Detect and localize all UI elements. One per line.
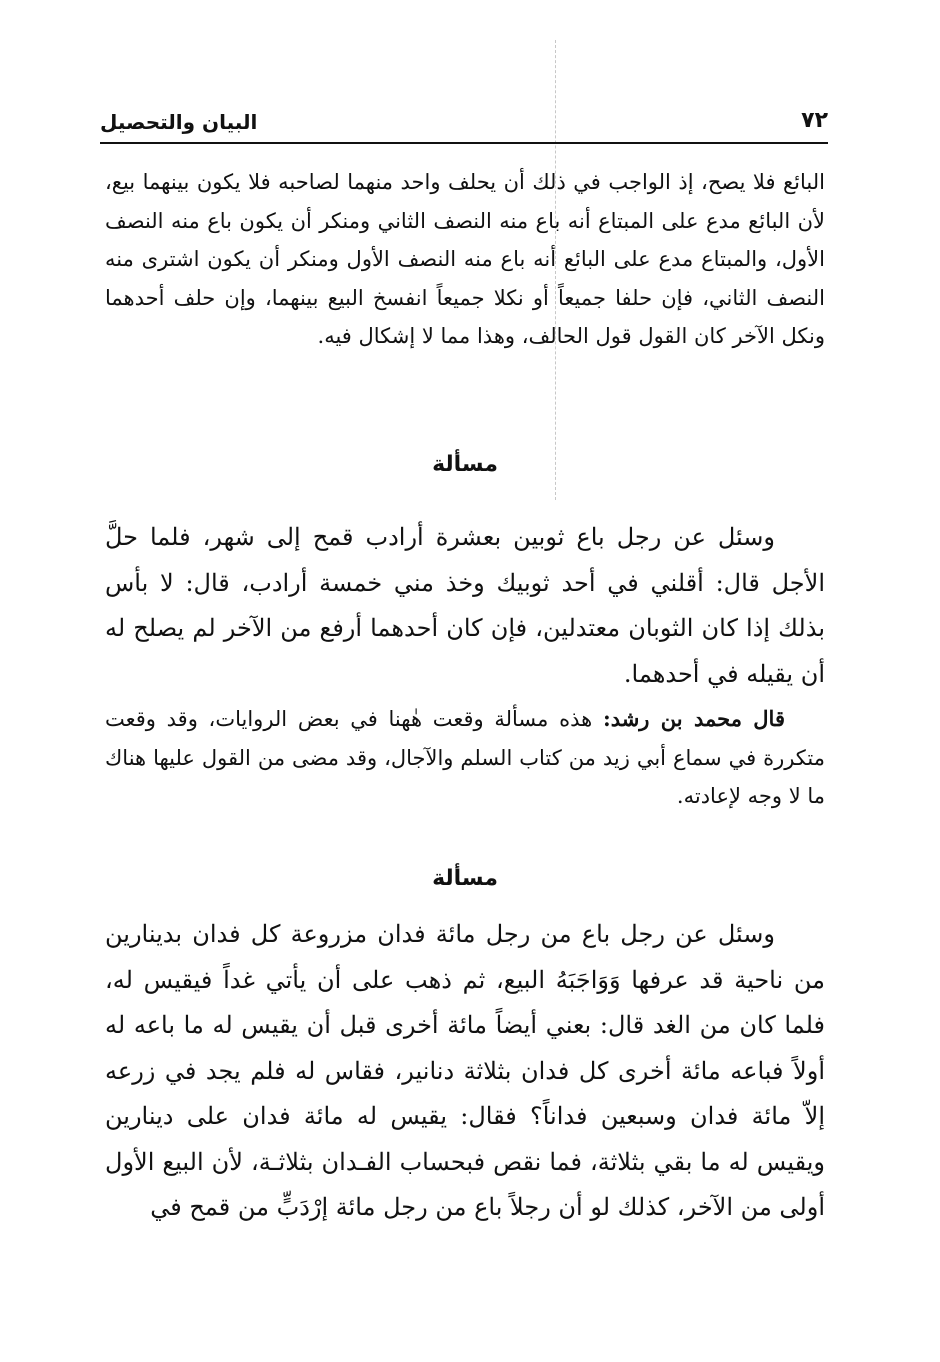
commentary-text: هذه مسألة وقعت هٰهنا في بعض الروايات، وقد وقعت متكررة في سماع أبي زيد من كتاب السلم والآجال، وقد مضى من القول عليها هناك ما لا وجه لإعادته. (105, 707, 825, 808)
book-title: البيان والتحصيل (100, 110, 258, 134)
commentary-paragraph (105, 700, 825, 816)
commentary-label: قال محمد بن رشد: (602, 706, 785, 731)
question-paragraph-1: وسئل عن رجل باع ثوبين بعشرة أرادب قمح إلى شهر، فلما حلَّ الأجل قال: أقلني في أحد ثوبيك وخذ مني خمسة أرادب، قال: لا بأس بذلك إذا كان الثوبان معتدلين، فإن كان أحدهما أرفع من الآخر لم يصلح له أن يقيله في أحدهما. (105, 523, 825, 688)
continued-paragraph: البائع فلا يصح، إذ الواجب في ذلك أن يحلف واحد منهما لصاحبه فلا يكون بينهما بيع، لأن البائع مدع على المبتاع أنه باع منه النصف الثاني ومنكر أن يكون باع منه النصف الأول، والمبتاع مدع على البائع أنه باع منه النصف الأول ومنكر أن يكون اشترى منه النصف الثاني، فإن حلفا جميعاً أو نكلا جميعاً انفسخ البيع بينهما، وإن حلف أحدهما ونكل الآخر كان القول قول الحالف، وهذا مما لا إشكال فيه. (105, 170, 825, 348)
question-paragraph-2: وسئل عن رجل باع من رجل مائة فدان مزروعة كل فدان بدينارين من ناحية قد عرفها وَوَاجَبَهُ البيع، ثم ذهب على أن يأتي غداً فيقيس له، فلما كان من الغد قال: بعني أيضاً مائة أخرى قبل أن يقيس له ما باعه له أولاً فباعه مائة أخرى كل فدان بثلاثة دنانير، فقاس له فلم يجد في زرعه إلاّ مائة فدان وسبعين فداناً؟ فقال: يقيس له مائة فدان على دينارين ويقيس له ما بقي بثلاثة، فما نقص فبحساب الفـدان بثلاثـة، لأن البيع الأول أولى من الآخر، كذلك لو أن رجلاً باع من رجل مائة إرْدَبٍّ من قمح في (105, 920, 825, 1221)
section-heading-1: مسألة (432, 452, 498, 477)
page-number: ٧٢ (801, 108, 828, 133)
header-divider (100, 142, 828, 144)
running-header (100, 108, 828, 142)
section-heading-2: مسألة (432, 866, 498, 891)
